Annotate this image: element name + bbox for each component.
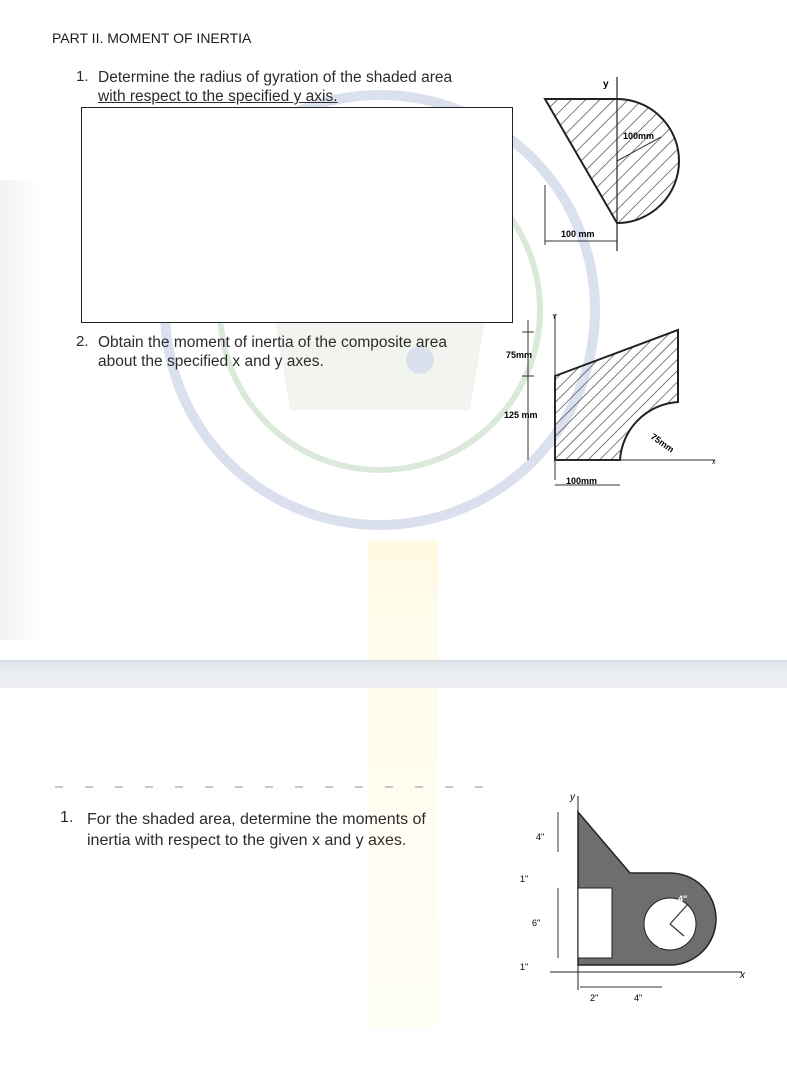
figure-1-y-axis-label: y [603,79,609,90]
watermark-strip [368,540,438,660]
question-1-number: 1. [76,68,89,85]
figure-3-diagram [510,790,750,1025]
question-1-line-2: with respect to the specified y axis. [98,88,338,105]
question-1-text [98,68,498,106]
figure-1-width-label: 100 mm [561,229,595,239]
figure-3-y-axis-label: y [570,792,575,803]
question-3-line-2: inertia with respect to the given x and y axes. [87,832,407,849]
figure-2-mid-dimension: 125 mm [504,410,538,420]
question-1-line-1: Determine the radius of gyration of the shaded area [98,69,453,86]
figure-2-diagram [500,310,725,510]
figure-1-diagram [535,65,710,255]
figure-2-x-axis-label: x [712,459,716,466]
figure-2-bottom-dimension: 100mm [566,476,598,486]
answer-box[interactable] [81,107,513,323]
figure-3-dim-top: 4" [536,832,545,842]
part-title: PART II. MOMENT OF INERTIA [52,30,252,46]
page-separator [0,660,787,690]
figure-3-dim-bottom-left: 2" [590,993,599,1003]
figure-3-dim-mid: 6" [532,918,541,928]
question-3-number: 1. [60,809,74,826]
question-2-line-2: about the specified x and y axes. [98,353,324,370]
question-2-number: 2. [76,333,89,350]
figure-2-y-axis-label: Y [552,314,557,321]
figure-3-outer-radius: 4" [678,894,688,904]
figure-3-inner-radius: 3" [658,940,668,950]
figure-3-dim-gap1: 1" [520,874,529,884]
figure-1-radius-label: 100mm [623,131,655,141]
figure-2-top-dimension: 75mm [506,350,533,360]
question-3-line-1: For the shaded area, determine the moments of [87,811,426,828]
figure-3-dim-bottom-right: 4" [634,993,643,1003]
question-2-line-1: Obtain the moment of inertia of the composite area [98,334,447,351]
faded-dash-line [55,786,485,788]
figure-3-dim-gap2: 1" [520,962,529,972]
question-2-text [98,333,498,371]
question-3-text [87,809,497,851]
watermark-strip-2 [368,688,438,1028]
page-shadow [0,180,40,640]
figure-2-radius-label: 75mm [648,431,676,455]
figure-3-x-axis-label: x [740,970,745,981]
